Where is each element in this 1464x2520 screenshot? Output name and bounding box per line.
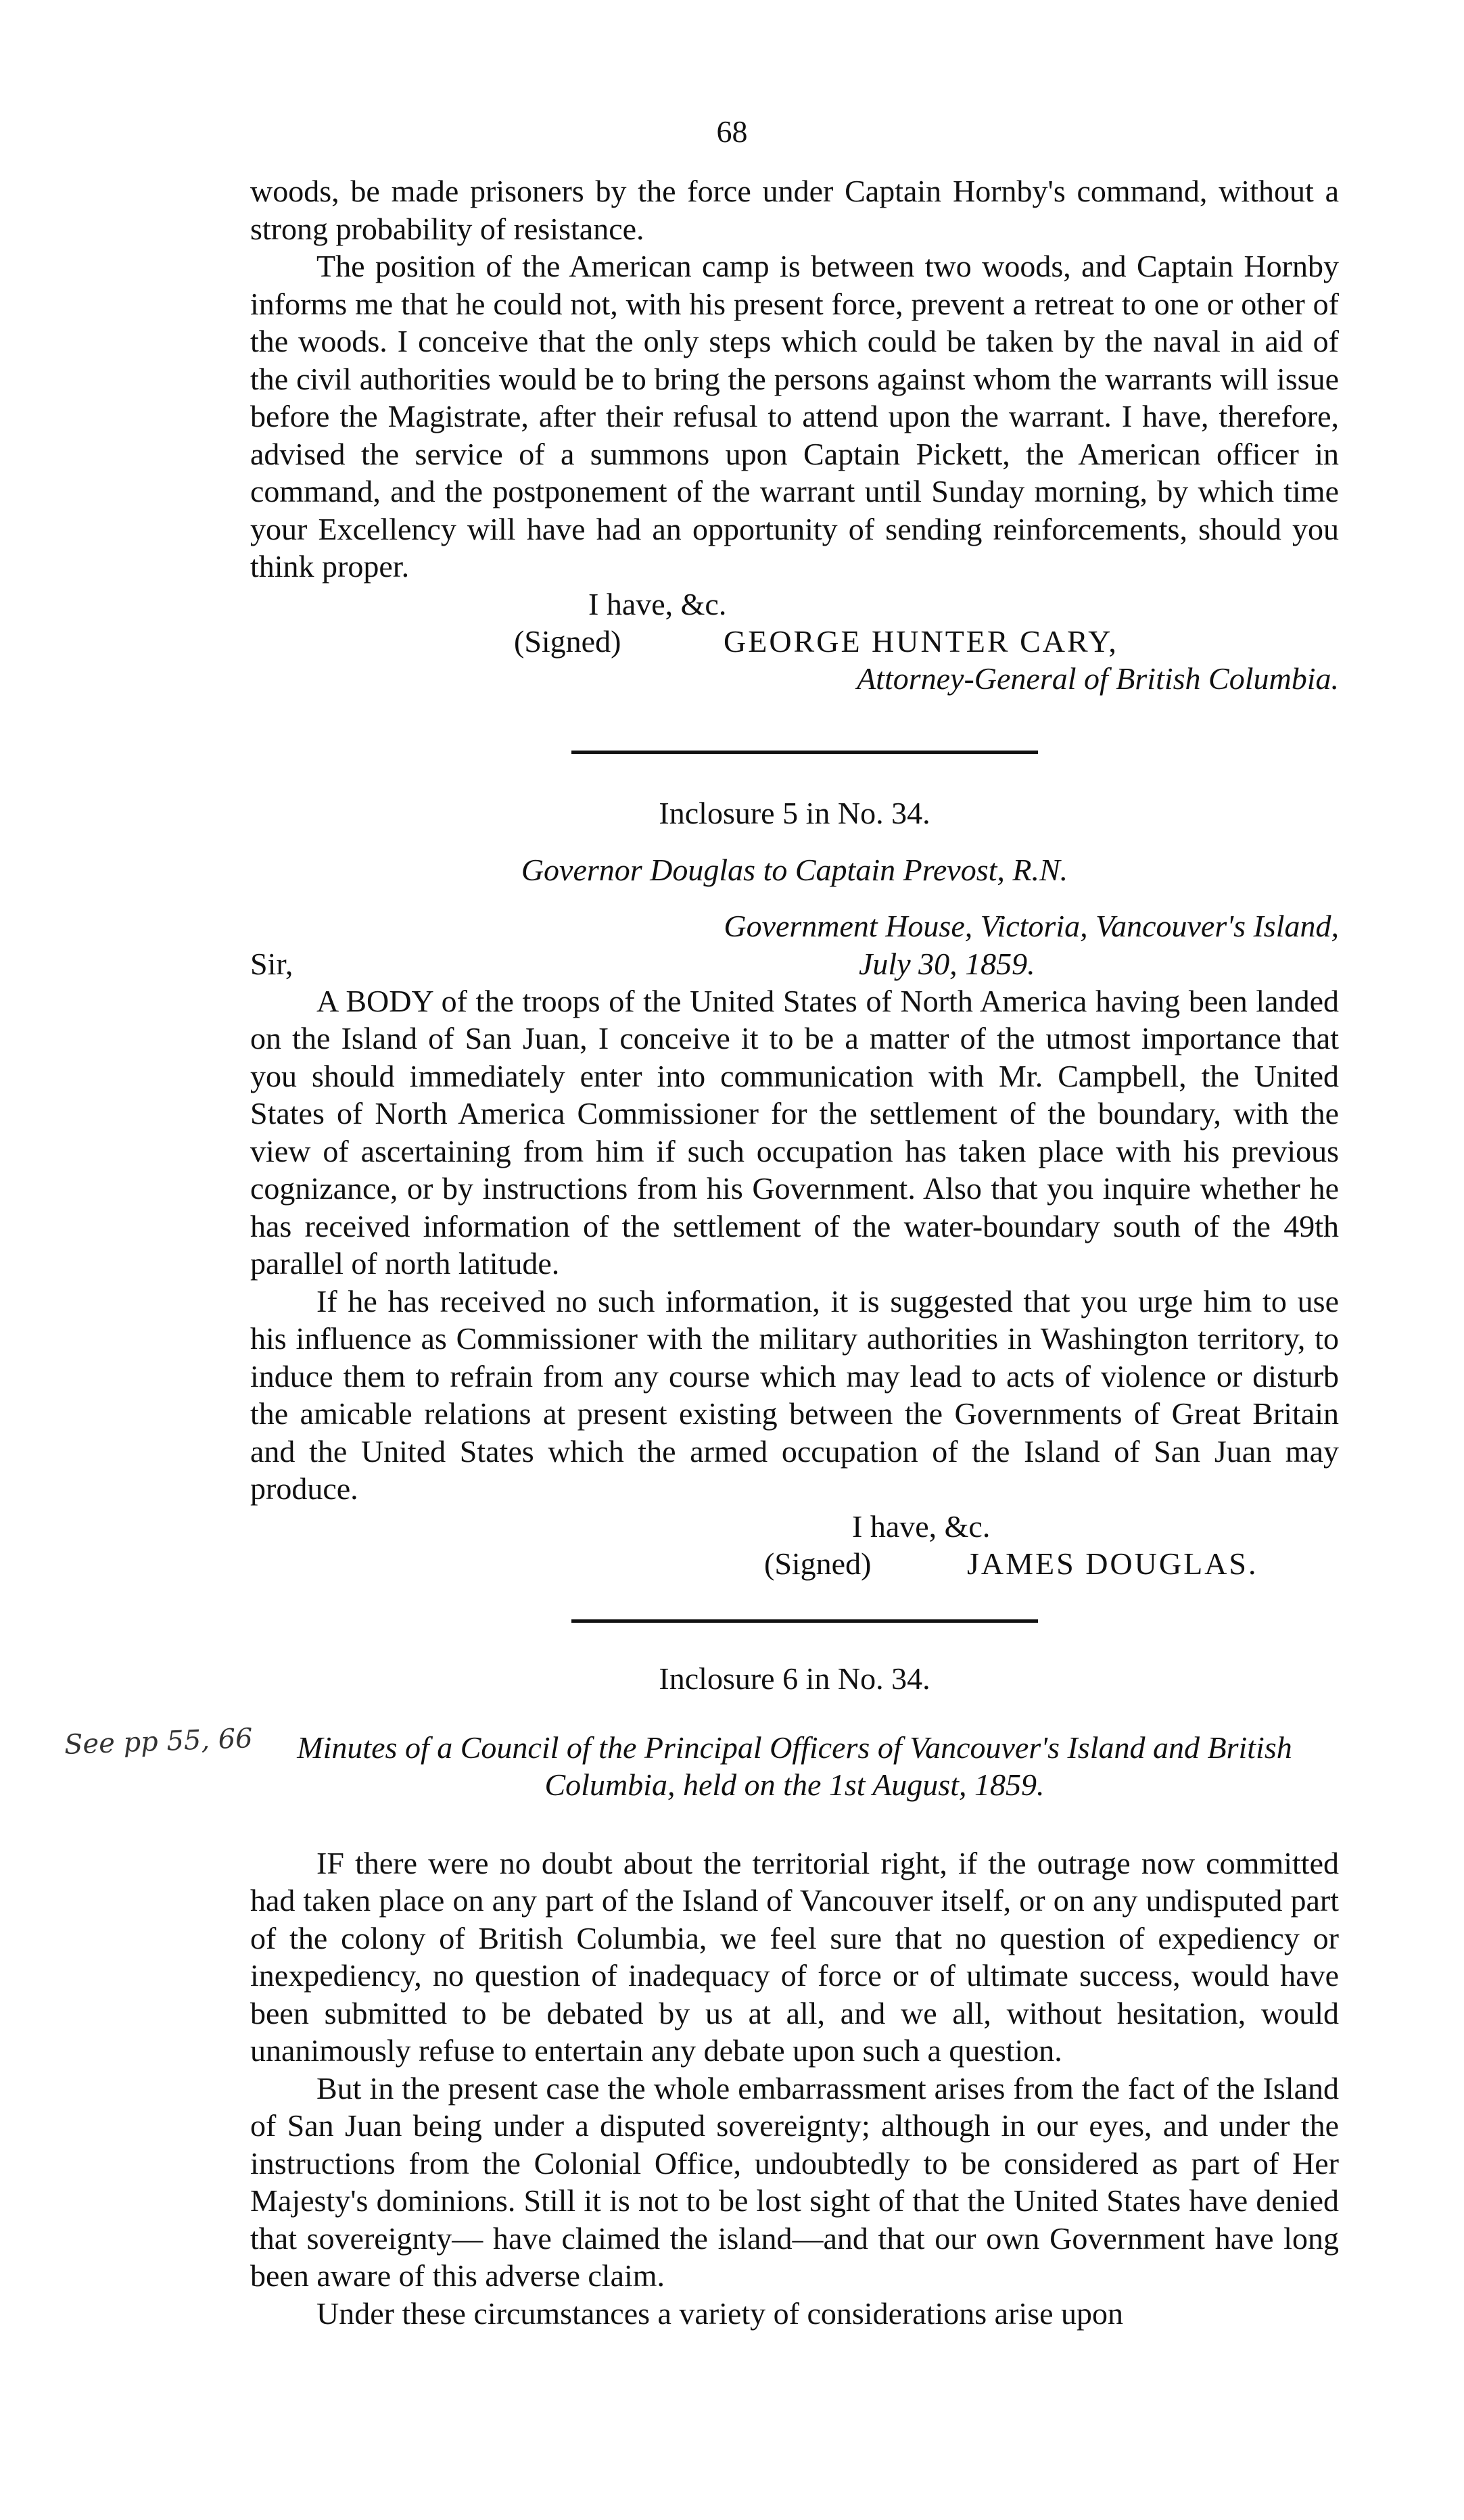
salutation: Sir, — [250, 946, 293, 981]
signed-label: (Signed) — [514, 624, 621, 659]
paragraph: If he has received no such information, it is suggested that you urge him to use his influence as Commissioner with the military authorities in Washington territory, to induce them to refrain from any course which may lead to acts of violence or disturb the amicable relations at present existing between the Governments of Great Britain and the United States which the armed occupation of the Island of San Juan may produce. — [250, 1283, 1339, 1506]
signatory: JAMES DOUGLAS. — [967, 1546, 1258, 1581]
signatory: GEORGE HUNTER CARY, — [724, 624, 1118, 659]
signature-line — [250, 623, 1339, 660]
inclosure-heading: Inclosure 6 in No. 34. — [659, 1661, 930, 1696]
signature-line — [250, 1545, 1339, 1582]
inclosure-6 — [250, 1660, 1339, 2332]
address: Government House, Victoria, Vancouver's Island, — [724, 909, 1339, 943]
paragraph: woods, be made prisoners by the force under Captain Hornby's command, without a strong probability of resistance. — [250, 174, 1339, 246]
date: July 30, 1859. — [859, 946, 1035, 981]
paragraph: But in the present case the whole embarrassment arises from the fact of the Island of San Juan being under a disputed sovereignty; although in our eyes, and under the instructions from the Colonial Office, undoubtedly to be considered as part of Her Majesty's dominions. Still it is not to be lost sight of that the United States have denied that sovereignty— have claimed the island—and that our own Government have long been aware of this adverse claim. — [250, 2070, 1339, 2293]
closing: I have, &c. — [852, 1508, 991, 1544]
signed-label: (Signed) — [764, 1546, 872, 1581]
section-divider — [571, 1619, 1038, 1623]
handwritten-margin-note: See pp 55, 66 — [64, 1723, 254, 1761]
inclosure-5 — [250, 794, 1339, 1582]
closing: I have, &c. — [588, 586, 727, 621]
section-divider — [571, 751, 1038, 754]
paragraph: A BODY of the troops of the United States of North America having been landed on the Island of San Juan, I conceive it to be a matter of the utmost importance that you should immediately enter into communication with Mr. Campbell, the United States of North America Commissioner for the settlement of the boundary, with the view of ascertaining from him if such occupation has taken place with his previous cognizance, or by instructions from his Government. Also that you inquire whether he has received information of the settlement of the water-boundary south of the 49th parallel of north latitude. — [250, 983, 1339, 1281]
paragraph: Under these circumstances a variety of considerations arise upon — [316, 2296, 1124, 2331]
signatory-title: Attorney-General of British Columbia. — [857, 661, 1339, 696]
salutation-line — [250, 945, 1339, 982]
paragraph: IF there were no doubt about the territorial right, if the outrage now committed had taken place on any part of the Island of Vancouver itself, or on any undisputed part of the colony of British Columbia, we feel sure that no question of expediency or inexpediency, no question of inadequacy of force or of ultimate success, would have been submitted to be debated by us at all, and we all, without hesitation, would unanimously refuse to entertain any debate upon such a question. — [250, 1845, 1339, 2068]
page-number: 68 — [716, 114, 748, 149]
inclosure-heading: Inclosure 5 in No. 34. — [659, 796, 930, 830]
letter-continuation — [250, 172, 1339, 698]
inclosure-subheading: Governor Douglas to Captain Prevost, R.N. — [521, 852, 1068, 887]
minutes-title: Minutes of a Council of the Principal Officers of Vancouver's Island and British Columbia, held on the 1st August, 1859. — [297, 1730, 1292, 1802]
paragraph: The position of the American camp is between two woods, and Captain Hornby informs me that he could not, with his present force, prevent a retreat to one or other of the woods. I conceive that the only steps which could be taken by the naval in aid of the civil authorities would be to bring the persons against whom the warrants will issue before the Magistrate, after their refusal to attend upon the warrant. I have, therefore, advised the service of a summons upon Captain Pickett, the American officer in command, and the postponement of the warrant until Sunday morning, by which time your Excellency will have had an opportunity of sending reinforcements, should you think proper. — [250, 249, 1339, 584]
